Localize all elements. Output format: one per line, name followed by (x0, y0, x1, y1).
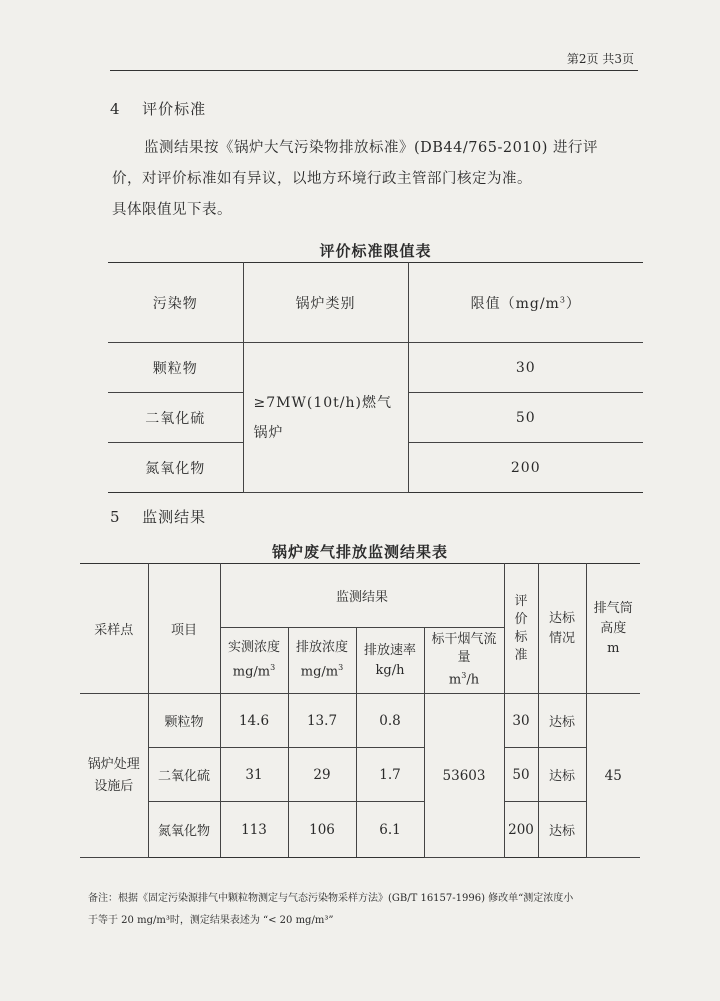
header-monitoring-results: 监测结果 (220, 564, 504, 628)
compliance-particulate: 达标 (538, 694, 586, 748)
header-stack-height: 排气筒高度 m (586, 564, 640, 694)
section-5-number: 5 (110, 508, 121, 526)
header-item: 项目 (148, 564, 220, 694)
standard-nox: 200 (504, 802, 538, 858)
item-so2: 二氧化硫 (148, 748, 220, 802)
rate-nox: 6.1 (356, 802, 424, 858)
item-nox: 氮氧化物 (148, 802, 220, 858)
table-note (88, 888, 643, 932)
para-line-1: 监测结果按《锅炉大气污染物排放标准》(DB44/765-2010) 进行评 (144, 140, 599, 156)
section-5-title: 监测结果 (142, 508, 207, 526)
measured-so2: 31 (220, 748, 288, 802)
measured-nox: 113 (220, 802, 288, 858)
note-line-2: 于等于 20 mg/m³时，测定结果表述为 “< 20 mg/m³” (88, 915, 334, 926)
pollutant-so2: 二氧化硫 (108, 393, 243, 443)
result-table-title: 锅炉废气排放监测结果表 (271, 543, 448, 561)
header-limit: 限值$(mg/m^3)$ (408, 263, 643, 343)
limit-particulate: 30 (408, 343, 643, 393)
rate-particulate: 0.8 (356, 694, 424, 748)
emission-so2: 29 (288, 748, 356, 802)
result-row-nox (80, 802, 640, 858)
header-flow: 标干烟气流量 $m^3/h$ (424, 628, 504, 694)
para-line-2: 价，对评价标准如有异议，以地方环境行政主管部门核定为准。 (112, 171, 532, 187)
measured-particulate: 14.6 (220, 694, 288, 748)
standard-limits-table (108, 262, 643, 493)
section-4-title: 评价标准 (142, 100, 207, 118)
emission-nox: 106 (288, 802, 356, 858)
note-line-1: 备注：根据《固定污染源排气中颗粒物测定与气态污染物采样方法》(GB/T 16157-1996) 修改单“测定浓度小 (88, 893, 574, 904)
emission-particulate: 13.7 (288, 694, 356, 748)
header-emission-conc: 排放浓度 $mg/m^3$ (288, 628, 356, 694)
standard-row-particulate (108, 343, 643, 393)
pollutant-particulate: 颗粒物 (108, 343, 243, 393)
result-row-so2 (80, 748, 640, 802)
monitoring-results-table (80, 563, 640, 858)
section-4-number: 4 (110, 100, 121, 118)
section-5-heading (110, 506, 206, 527)
header-pollutant: 污染物 (108, 263, 243, 343)
header-boiler-type: 锅炉类别 (243, 263, 408, 343)
compliance-so2: 达标 (538, 748, 586, 802)
standard-table-title: 评价标准限值表 (319, 242, 432, 260)
section-4-heading (110, 98, 206, 119)
standard-particulate: 30 (504, 694, 538, 748)
sampling-point-value: 锅炉处理设施后 (80, 694, 148, 858)
stack-height-value: 45 (586, 694, 640, 858)
flow-value: 53603 (424, 694, 504, 858)
header-sampling-point: 采样点 (80, 564, 148, 694)
header-eval-standard: 评价标准 (504, 564, 538, 694)
result-row-particulate (80, 694, 640, 748)
header-rule (110, 70, 638, 71)
para-line-3: 具体限值见下表。 (112, 202, 232, 218)
header-emission-rate: 排放速率 kg/h (356, 628, 424, 694)
header-compliance: 达标情况 (538, 564, 586, 694)
standard-header-row (108, 263, 643, 343)
compliance-nox: 达标 (538, 802, 586, 858)
pollutant-nox: 氮氧化物 (108, 443, 243, 493)
rate-so2: 1.7 (356, 748, 424, 802)
page-number: 第2页 共3页 (566, 52, 634, 66)
header-measured-conc: 实测浓度 $mg/m^3$ (220, 628, 288, 694)
limit-nox: 200 (408, 443, 643, 493)
standard-so2: 50 (504, 748, 538, 802)
item-particulate: 颗粒物 (148, 694, 220, 748)
boiler-type-value: ≥7MW(10t/h)燃气锅炉 (243, 343, 408, 493)
result-header-row-1 (80, 564, 640, 628)
section-4-paragraph (112, 133, 647, 226)
limit-so2: 50 (408, 393, 643, 443)
